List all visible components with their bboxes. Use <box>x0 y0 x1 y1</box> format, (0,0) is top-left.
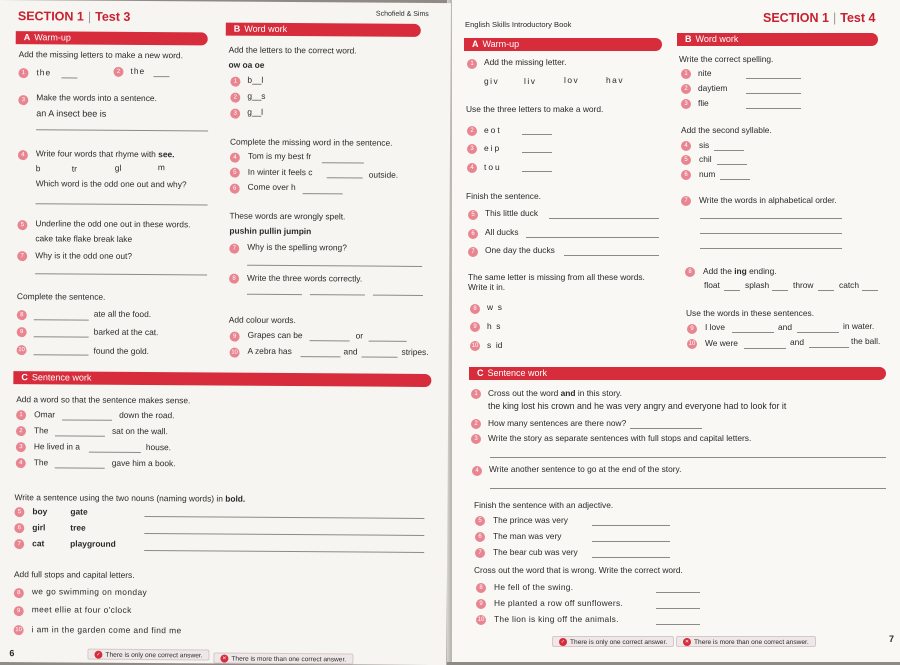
warmup-bar <box>464 38 662 51</box>
answer-line[interactable] <box>746 78 801 79</box>
question-number: 4 <box>472 466 482 476</box>
question-number: 10 <box>688 341 696 347</box>
instruction: Add full stops and capital letters. <box>13 569 135 580</box>
bar-title: Word work <box>244 23 288 35</box>
question-number: 3 <box>18 95 28 105</box>
sentence-start: Omar <box>34 409 56 420</box>
sentence-start: He lived in a <box>33 441 81 452</box>
question-text: The man was very <box>493 531 562 541</box>
bar-letter: C <box>477 368 484 378</box>
footer-key-many <box>213 653 353 665</box>
letter-options: ow oa oe <box>228 59 265 70</box>
instruction: Use the words in these sentences. <box>686 308 815 318</box>
question-number: 5 <box>468 210 478 220</box>
answer-line[interactable] <box>700 248 842 249</box>
instruction: Use the three letters to make a word. <box>466 104 604 114</box>
question-text: barked at the cat. <box>93 326 159 338</box>
rhyme-letter: gl <box>114 162 122 173</box>
warmup-bar <box>16 31 208 45</box>
answer-line[interactable] <box>247 265 422 267</box>
sentence-start: The <box>33 457 49 468</box>
instruction <box>703 266 777 277</box>
answer-line[interactable] <box>656 608 700 609</box>
question-number: 3 <box>16 442 26 452</box>
question-number: 2 <box>230 93 240 103</box>
letters: eip <box>484 143 502 153</box>
text: in this story. <box>577 388 622 398</box>
question-number: 1 <box>230 77 240 87</box>
question-number: 2 <box>467 126 477 136</box>
instruction: Add the letters to the correct word. <box>228 44 357 56</box>
answer-line[interactable] <box>55 435 105 436</box>
instruction <box>488 388 622 399</box>
letters: tou <box>484 162 502 172</box>
answer-line[interactable] <box>153 76 169 77</box>
question-text: All ducks <box>485 227 519 237</box>
question-number: 4 <box>467 163 477 173</box>
question-number: 9 <box>476 599 486 609</box>
noun: boy <box>32 506 48 517</box>
bar-letter: A <box>23 32 31 43</box>
word-stem: lov <box>564 75 580 85</box>
instruction: Add a word so that the sentence makes sense. <box>16 394 191 406</box>
question-number: 2 <box>113 67 123 77</box>
sentence-work-bar <box>13 371 431 387</box>
answer-line[interactable] <box>714 150 744 151</box>
bold-word: ing <box>734 266 747 276</box>
right-page <box>452 0 900 662</box>
answer-line[interactable] <box>818 290 834 291</box>
question-number: 7 <box>229 244 239 254</box>
bar-letter: A <box>472 39 479 49</box>
instruction: Cross out the word that is wrong. Write the correct word. <box>474 565 683 575</box>
answer-line[interactable] <box>303 193 343 194</box>
text: Write a sentence using the two nouns (naming words) in <box>14 492 223 504</box>
answer-line[interactable] <box>89 452 141 453</box>
question-text: A zebra has <box>247 345 292 357</box>
right-header: SECTION 1 | Test 4 <box>763 11 876 25</box>
question-number: 9 <box>470 322 480 332</box>
section-label: SECTION 1 <box>17 9 84 24</box>
sentence-start: The <box>33 425 49 436</box>
answer-line[interactable] <box>564 255 659 256</box>
question-text: Which word is the odd one out and why? <box>35 178 187 190</box>
noun: girl <box>32 522 46 533</box>
bar-letter: B <box>233 23 241 34</box>
question-number: 8 <box>685 267 695 277</box>
bar-title: Warm-up <box>482 39 520 49</box>
question-number: 2 <box>471 419 481 429</box>
bar-title: Word work <box>695 34 739 44</box>
word-stem: giv <box>484 76 500 86</box>
answer-line[interactable] <box>592 525 670 526</box>
answer-line[interactable] <box>327 177 363 178</box>
question-text: Write the story as separate sentences with full stops and capital letters. <box>488 433 752 443</box>
question-text: s id <box>487 340 503 350</box>
question-number: 3 <box>681 99 691 109</box>
instruction: Finish the sentence with an adjective. <box>474 500 614 510</box>
question-number: 6 <box>681 170 691 180</box>
bold-word: see. <box>158 149 175 160</box>
question-number: 3 <box>471 434 481 444</box>
answer-line[interactable] <box>862 290 878 291</box>
question-text: found the gold. <box>93 345 150 357</box>
question-text: sis <box>699 140 710 150</box>
instruction: Add colour words. <box>228 314 296 326</box>
question-number: 3 <box>467 144 477 154</box>
section-label: SECTION 1 <box>763 11 829 25</box>
question-text: I love <box>705 322 726 332</box>
question-number: 1 <box>18 68 28 78</box>
publisher: Schofield & Sims <box>375 10 429 18</box>
question-number: 6 <box>475 532 485 542</box>
answer-line[interactable] <box>55 467 105 468</box>
word: catch <box>839 280 860 290</box>
rhyme-letter: tr <box>71 163 77 174</box>
question-text: nite <box>698 68 712 78</box>
test-label: Test 3 <box>95 9 131 24</box>
answer-line[interactable] <box>717 164 747 165</box>
answer-line[interactable] <box>744 348 786 349</box>
answer-line[interactable] <box>797 332 839 333</box>
answer-line[interactable] <box>656 592 700 593</box>
instruction: Underline the odd one out in these words. <box>35 218 191 230</box>
question-number: 6 <box>468 229 478 239</box>
question-text: outside. <box>368 169 399 180</box>
question-text: One day the ducks <box>485 245 555 255</box>
question-number: 7 <box>475 548 485 558</box>
text: Write four words that rhyme with <box>35 148 156 160</box>
answer-line[interactable] <box>310 294 365 295</box>
question-number: 1 <box>16 410 26 420</box>
instruction: The same letter is missing from all these words. <box>468 272 645 282</box>
answer-line[interactable] <box>34 336 89 337</box>
question-number: 9 <box>687 324 697 334</box>
answer-line[interactable] <box>746 93 801 94</box>
bar-title: Warm-up <box>34 32 71 43</box>
word-list: cake take flake break lake <box>35 233 133 244</box>
question-text: Tom is my best fr <box>247 150 312 162</box>
bold-word: and <box>560 388 576 398</box>
question-number: 6 <box>14 523 24 533</box>
instruction: Complete the sentence. <box>16 291 106 302</box>
answer-line[interactable] <box>592 557 670 558</box>
question-number: 10 <box>230 348 240 358</box>
answer-line[interactable] <box>700 218 842 219</box>
question-number: 1 <box>471 389 481 399</box>
answer-line[interactable] <box>310 340 350 341</box>
bar-title: Sentence work <box>31 372 92 383</box>
answer-line[interactable] <box>490 457 886 458</box>
question-text: The lion is king off the animals. <box>494 614 619 624</box>
question-text: How many sentences are there now? <box>488 418 627 428</box>
answer-line[interactable] <box>322 162 364 163</box>
question-text: Come over h <box>247 181 296 193</box>
question-text: num <box>699 169 716 179</box>
word-work-bar <box>677 33 878 46</box>
question-number: 4 <box>16 458 26 468</box>
noun: gate <box>70 506 88 517</box>
answer-line[interactable] <box>35 273 207 275</box>
word: splash <box>745 280 770 290</box>
question-number: 1 <box>467 59 477 69</box>
sentence-work-bar <box>469 367 886 380</box>
question-number: 8 <box>476 583 486 593</box>
question-text: in water. <box>843 321 875 331</box>
bar-letter: C <box>21 372 28 383</box>
footer-text: There is only one correct answer. <box>105 651 203 660</box>
left-header: SECTION 1 | Test 3 <box>17 9 131 24</box>
answer-line[interactable] <box>809 347 849 348</box>
footer-text: There is more than one correct answer. <box>694 639 809 646</box>
question-text: the ball. <box>851 336 881 346</box>
bar-letter: B <box>685 34 692 44</box>
question-number: 10 <box>14 625 24 635</box>
rhyme-letter: b <box>35 163 41 174</box>
answer-line[interactable] <box>362 357 398 358</box>
question-number: 8 <box>229 274 239 284</box>
answer-line[interactable] <box>144 533 424 536</box>
answer-line[interactable] <box>490 488 886 489</box>
sentence-end: gave him a book. <box>111 457 176 469</box>
answer-line[interactable] <box>772 290 788 291</box>
question-text: This little duck <box>485 208 539 218</box>
instruction: Complete the missing word in the sentence. <box>229 136 393 148</box>
page-number: 6 <box>9 648 15 659</box>
answer-line[interactable] <box>34 354 89 355</box>
word-list: pushin pullin jumpin <box>229 225 312 237</box>
question-text: an A insect bee is <box>36 108 107 119</box>
question-text: He planted a row off sunflowers. <box>494 598 624 608</box>
question-number: 10 <box>17 345 27 355</box>
question-number: 5 <box>17 220 27 230</box>
question-number: 9 <box>17 327 27 337</box>
story-text: the king lost his crown and he was very angry and everyone had to look for it <box>488 401 787 411</box>
footer-key-many <box>676 636 816 647</box>
question-text: ate all the food. <box>93 308 152 320</box>
question-number: 7 <box>14 539 24 549</box>
question-text: we go swimming on monday <box>31 586 148 598</box>
noun: playground <box>70 538 116 549</box>
question-text: flie <box>698 98 709 108</box>
answer-line[interactable] <box>247 294 302 295</box>
question-text: g__s <box>247 90 266 101</box>
question-text: Write the three words correctly. <box>247 272 363 284</box>
question-text: i am in the garden come and find me <box>31 624 182 636</box>
answer-line[interactable] <box>724 290 740 291</box>
question-text: stripes. <box>401 346 429 358</box>
answer-line[interactable] <box>720 179 750 180</box>
question-text: and <box>790 337 804 347</box>
question-text: and <box>778 322 792 332</box>
instruction: Add the missing letter. <box>484 57 567 67</box>
question-text: daytiem <box>698 83 728 93</box>
answer-line[interactable] <box>61 77 77 78</box>
word-stem: hav <box>606 75 625 85</box>
question-number: 8 <box>14 588 24 598</box>
instruction: Add the second syllable. <box>681 125 772 135</box>
question-text: and <box>343 346 358 357</box>
question-text: chil <box>699 154 712 164</box>
answer-line[interactable] <box>34 319 89 320</box>
question-number: 5 <box>681 155 691 165</box>
answer-line[interactable] <box>36 129 208 131</box>
question-text: The bear cub was very <box>493 547 578 557</box>
question-number: 4 <box>230 153 240 163</box>
answer-line[interactable] <box>549 218 659 219</box>
question-text: meet ellie at four o'clock <box>31 604 132 615</box>
question-number: 4 <box>681 141 691 151</box>
sentence-end: down the road. <box>119 409 175 421</box>
question-text: Write the words in alphabetical order. <box>699 195 837 205</box>
answer-line[interactable] <box>36 203 208 205</box>
question-text: w s <box>487 302 502 312</box>
question-number: 2 <box>681 84 691 94</box>
question-number: 7 <box>468 247 478 257</box>
question-text: He fell of the swing. <box>494 582 574 592</box>
book-title: English Skills Introductory Book <box>465 20 572 29</box>
question-text: The prince was very <box>493 515 568 525</box>
instruction: Make the words into a sentence. <box>36 92 157 104</box>
noun: cat <box>32 538 45 549</box>
bold-word: bold. <box>225 493 246 504</box>
bar-title: Sentence work <box>487 368 548 378</box>
sentence-end: sat on the wall. <box>111 425 168 437</box>
instruction <box>14 492 245 505</box>
question-text: b__l <box>247 74 264 85</box>
question-number: 7 <box>17 251 27 261</box>
answer-line[interactable] <box>144 516 424 519</box>
question-number: 9 <box>14 606 24 616</box>
question-number: 9 <box>230 332 240 342</box>
answer-line[interactable] <box>144 550 424 553</box>
question-text: the <box>130 65 146 77</box>
instruction <box>36 148 175 160</box>
question-number: 5 <box>14 507 24 517</box>
answer-line[interactable] <box>700 233 842 234</box>
instruction: Write it in. <box>468 282 506 292</box>
question-text: We were <box>705 338 738 348</box>
question-number: 4 <box>18 150 28 160</box>
text: ending. <box>749 266 777 276</box>
question-text: Why is the spelling wrong? <box>247 241 347 253</box>
letters: eot <box>484 125 502 135</box>
question-text: g__l <box>247 106 264 117</box>
question-number: 2 <box>16 426 26 436</box>
answer-line[interactable] <box>526 237 659 238</box>
answer-line[interactable] <box>62 419 112 420</box>
answer-line[interactable] <box>522 152 552 153</box>
answer-line[interactable] <box>301 356 341 357</box>
cross-icon: ✕ <box>684 639 690 646</box>
tick-icon: ✓ <box>96 651 101 658</box>
question-number: 5 <box>230 168 240 178</box>
answer-line[interactable] <box>746 108 801 109</box>
question-text: Grapes can be <box>247 329 303 341</box>
test-label: Test 4 <box>840 11 876 25</box>
question-text: h s <box>487 321 501 331</box>
question-number: 7 <box>681 196 691 206</box>
question-text: In winter it feels c <box>247 166 313 178</box>
question-number: 8 <box>17 310 27 320</box>
text: Cross out the word <box>488 388 559 398</box>
word: throw <box>793 280 814 290</box>
footer-key-one <box>552 636 674 647</box>
question-number: 1 <box>681 69 691 79</box>
question-number: 5 <box>475 516 485 526</box>
answer-line[interactable] <box>369 341 407 342</box>
rhyme-letter: m <box>157 162 165 173</box>
text: Add the <box>703 266 732 276</box>
footer-key-one <box>87 649 209 661</box>
question-text: Write another sentence to go at the end of the story. <box>489 464 682 474</box>
answer-line[interactable] <box>732 332 774 333</box>
answer-line[interactable] <box>630 428 702 429</box>
instruction: These words are wrongly spelt. <box>229 210 346 222</box>
question-text: the <box>36 67 52 78</box>
word-work-bar <box>226 23 421 37</box>
sentence-end: house. <box>145 442 172 453</box>
instruction: Write the correct spelling. <box>679 54 774 64</box>
question-number: 3 <box>230 109 240 119</box>
answer-line[interactable] <box>656 624 700 625</box>
answer-line[interactable] <box>592 541 670 542</box>
question-text: Why is it the odd one out? <box>35 250 133 261</box>
instruction: Finish the sentence. <box>466 191 541 201</box>
question-text: or <box>355 330 364 341</box>
page-number: 7 <box>889 634 895 644</box>
cross-icon: ✕ <box>222 655 227 662</box>
question-number: 6 <box>230 184 240 194</box>
tick-icon: ✓ <box>560 639 566 646</box>
noun: tree <box>70 522 86 533</box>
question-number: 8 <box>470 304 480 314</box>
question-number: 10 <box>477 617 485 623</box>
question-number: 10 <box>471 343 479 349</box>
answer-line[interactable] <box>522 134 552 135</box>
footer-text: There is more than one correct answer. <box>231 655 347 664</box>
word-stem: liv <box>524 76 537 86</box>
word: float <box>704 280 720 290</box>
instruction: Add the missing letters to make a new word. <box>18 49 183 61</box>
answer-line[interactable] <box>373 295 423 296</box>
answer-line[interactable] <box>522 171 552 172</box>
footer-text: There is only one correct answer. <box>570 639 668 646</box>
